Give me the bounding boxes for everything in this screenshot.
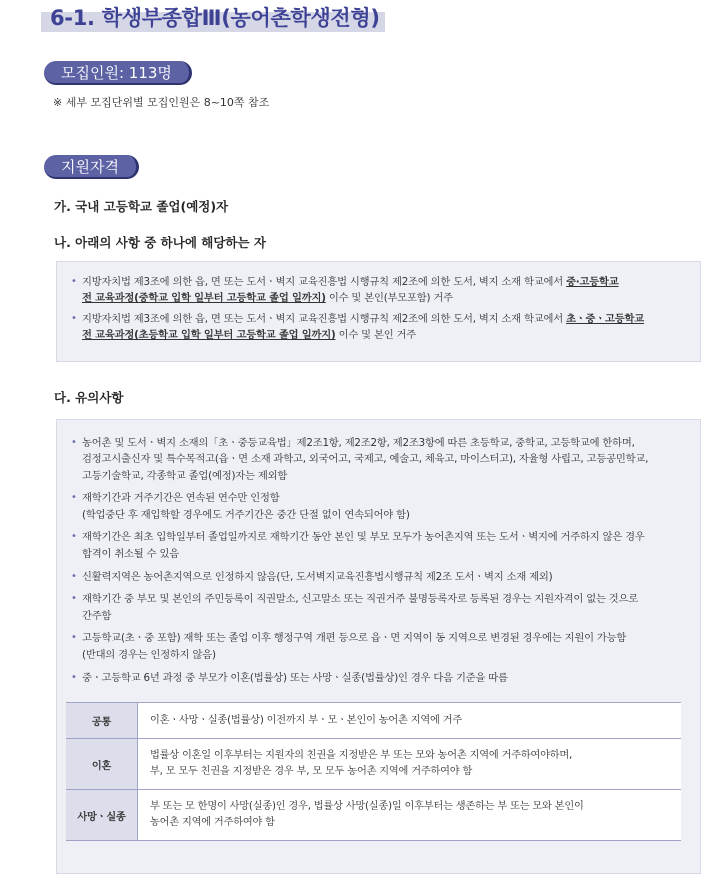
- table-row: [66, 703, 681, 739]
- list-item: [71, 435, 700, 484]
- table-value-cell: [138, 703, 682, 739]
- item-text: (학업중단 후 재입학할 경우에도 거주기간은 중간 단절 없이 연속되어야 함): [82, 508, 410, 521]
- item-text: 재학기간은 최초 입학일부터 졸업일까지로 재학기간 동안 본인 및 부모 모두가 농어촌지역 또는 도서ㆍ벽지에 거주하지 않은 경우: [82, 531, 645, 544]
- recruit-count-badge: 모집인원: 113명: [44, 61, 192, 85]
- notes-heading: 다. 유의사항: [54, 390, 124, 405]
- bullet-icon: •: [71, 492, 77, 504]
- cell-line: 이혼ㆍ사망ㆍ실종(법률상) 이전까지 부ㆍ모ㆍ본인이 농어촌 지역에 거주: [150, 714, 462, 726]
- table-key-cell: 이혼: [66, 739, 138, 790]
- cell-line: 부, 모 모두 친권을 지정받은 경우 부, 모 모두 농어촌 지역에 거주하여야 함: [150, 766, 473, 777]
- item-text: 지방자치법 제3조에 의한 읍, 면 또는 도서ㆍ벽지 교육진흥법 시행규칙 제2조에 의한 도서, 벽지 소재 학교에서: [82, 276, 567, 288]
- item-emphasis: 전 교육과정(초등학교 입학 일부터 고등학교 졸업 일까지): [82, 328, 336, 341]
- table-value-cell: [138, 739, 682, 790]
- list-item: [71, 490, 700, 523]
- item-emphasis: 중·고등학교: [566, 276, 619, 288]
- item-text: 재학기간과 거주기간은 연속된 연수만 인정함: [82, 492, 280, 505]
- recruit-note: ※ 세부 모집단위별 모집인원은 8~10쪽 참조: [53, 96, 270, 109]
- table-value-cell: [138, 790, 682, 841]
- item-text: 신활력지역은 농어촌지역으로 인정하지 않음(단, 도서벽지교육진흥법시행규칙 제2조 도서ㆍ벽지 소재 제외): [82, 570, 553, 583]
- item-text: 지방자치법 제3조에 의한 읍, 면 또는 도서ㆍ벽지 교육진흥법 시행규칙 제2조에 의한 도서, 벽지 소재 학교에서: [82, 312, 567, 325]
- bullet-icon: •: [71, 276, 77, 287]
- qualification-b-box: [56, 261, 701, 362]
- cell-line: 부 또는 모 한명이 사망(실종)인 경우, 법률상 사망(실종)일 이후부터는 생존하는 부 또는 모와 본인이: [150, 801, 584, 812]
- item-text: 고등기술학교, 각종학교 졸업(예정)자는 제외함: [82, 469, 288, 482]
- qualification-b-list: [57, 262, 700, 343]
- list-item: [71, 670, 700, 686]
- item-text: 고등학교(초ㆍ중 포함) 재학 또는 졸업 이후 행정구역 개편 등으로 읍ㆍ면 지역이 동 지역으로 변경된 경우에는 지원이 가능함: [82, 632, 627, 645]
- list-item: [71, 630, 700, 663]
- bullet-icon: •: [71, 437, 77, 448]
- item-emphasis: 전 교육과정(중학교 입학 일부터 고등학교 졸업 일까지): [82, 292, 326, 305]
- item-text: 간주함: [82, 609, 112, 622]
- item-emphasis: 초ㆍ중ㆍ고등학교: [566, 312, 645, 325]
- item-text: 이수 및 본인(부모포함) 거주: [325, 292, 453, 305]
- bullet-icon: •: [71, 671, 77, 683]
- page-title: 6-1. 학생부종합Ⅲ(농어촌학생전형): [50, 6, 380, 30]
- list-item: [71, 274, 700, 307]
- item-text: (반대의 경우는 인정하지 않음): [82, 648, 216, 661]
- qualification-badge: 지원자격: [44, 155, 139, 179]
- criteria-table: [66, 702, 681, 841]
- bullet-icon: •: [71, 570, 77, 582]
- notes-list: [57, 420, 700, 686]
- item-text: 검정고시출신자 및 특수목적고(읍ㆍ면 소재 과학고, 외국어고, 국제고, 예술고, 체육고, 마이스터고), 자율형 사립고, 고등공민학교,: [82, 453, 649, 466]
- item-text: 중ㆍ고등학교 6년 과정 중 부모가 이혼(법률상) 또는 사망ㆍ실종(법률상)인 경우 다음 기준을 따름: [82, 671, 508, 684]
- table-key-cell: 공통: [66, 703, 138, 739]
- list-item: [71, 311, 700, 344]
- table-key-cell: 사망ㆍ실종: [66, 790, 138, 841]
- list-item: [71, 591, 700, 624]
- table-row: [66, 739, 681, 790]
- cell-line: 법률상 이혼일 이후부터는 지원자의 친권을 지정받은 부 또는 모와 농어촌 지역에 거주하여야하며,: [150, 750, 573, 761]
- table-row: [66, 790, 681, 841]
- cell-line: 농어촌 지역에 거주하여야 함: [150, 817, 275, 828]
- item-text: 이수 및 본인 거주: [335, 328, 417, 341]
- list-item: [71, 529, 700, 562]
- bullet-icon: •: [71, 531, 77, 543]
- item-text: 농어촌 및 도서ㆍ벽지 소재의「초ㆍ중등교육법」제2조1항, 제2조2항, 제2조3항에 따른 초등학교, 중학교, 고등학교에 한하며,: [82, 437, 635, 449]
- page-title-block: [41, 2, 385, 32]
- bullet-icon: •: [71, 632, 77, 644]
- item-text: 재학기간 중 부모 및 본인의 주민등록이 직권말소, 신고말소 또는 직권거주 불명등록자로 등록된 경우는 지원자격이 없는 것으로: [82, 593, 638, 606]
- list-item: [71, 569, 700, 585]
- bullet-icon: •: [71, 312, 77, 324]
- item-text: 합격이 취소될 수 있음: [82, 547, 179, 560]
- bullet-icon: •: [71, 593, 77, 605]
- qualification-a: 가. 국내 고등학교 졸업(예정)자: [54, 199, 229, 214]
- qualification-b: 나. 아래의 사항 중 하나에 해당하는 자: [54, 235, 266, 250]
